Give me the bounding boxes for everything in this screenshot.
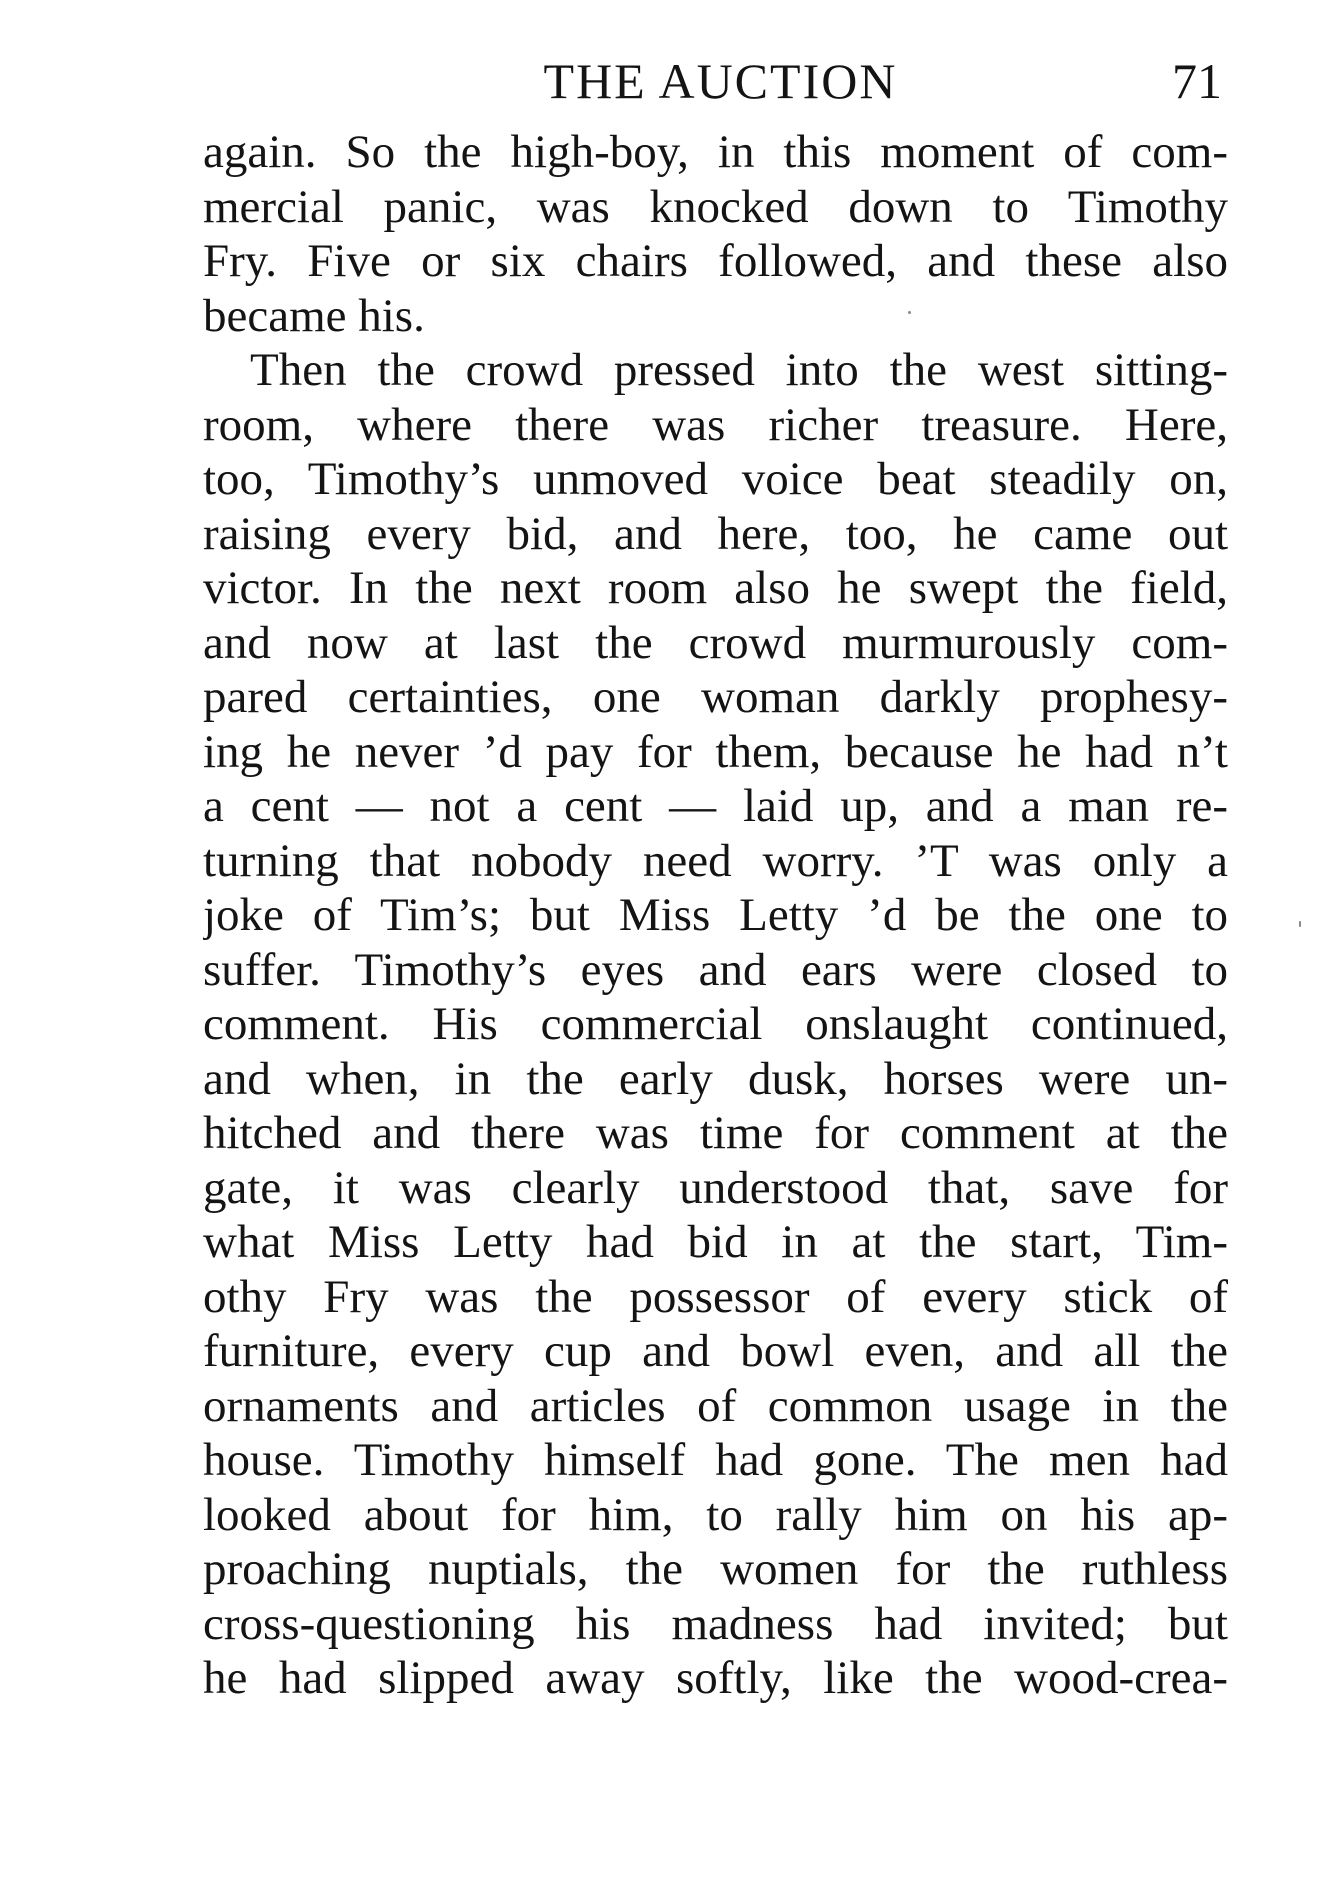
scan-speck [1299,921,1301,927]
page-header [203,48,1228,114]
body-text [203,125,1228,1706]
text-line: cross-questioning his madness had invited; but [203,1597,1228,1650]
text-line: again. So the high-boy, in this moment of com- [203,126,1228,178]
text-line: and now at last the crowd murmurously com- [203,616,1228,669]
text-line: proaching nuptials, the women for the ruthless [203,1543,1228,1595]
text-line: raising every bid, and here, too, he came out [203,507,1228,560]
text-line: and when, in the early dusk, horses were un- [203,1052,1228,1105]
text-line: Fry. Five or six chairs followed, and these also [203,235,1228,287]
text-line: he had slipped away softly, like the wood-crea- [203,1652,1228,1704]
text-line: othy Fry was the possessor of every stick of [203,1270,1228,1323]
text-line: too, Timothy’s unmoved voice beat steadily on, [203,453,1228,505]
text-line: furniture, every cup and bowl even, and all the [203,1325,1228,1377]
text-line: joke of Tim’s; but Miss Letty ’d be the one to [203,889,1228,941]
text-line: what Miss Letty had bid in at the start, Tim- [203,1216,1228,1268]
text-line: ornaments and articles of common usage in the [203,1379,1228,1432]
scan-speck [908,311,911,314]
text-line: room, where there was richer treasure. Here, [203,398,1228,451]
text-line: ing he never ’d pay for them, because he had n’t [203,725,1228,778]
text-line: mercial panic, was knocked down to Timothy [203,180,1228,233]
text-line: turning that nobody need worry. ’T was only a [203,834,1228,887]
text-line: house. Timothy himself had gone. The men had [203,1434,1228,1486]
running-title: THE AUCTION [543,53,898,109]
text-line: pared certainties, one woman darkly prophesy- [203,671,1228,723]
text-line: looked about for him, to rally him on his ap- [203,1488,1228,1541]
text-line: gate, it was clearly understood that, save for [203,1161,1228,1214]
page-number: 71 [1172,53,1222,109]
text-line: suffer. Timothy’s eyes and ears were closed to [203,943,1228,996]
text-line: comment. His commercial onslaught continued, [203,998,1228,1050]
text-line: became his. [203,289,425,342]
text-line: a cent — not a cent — laid up, and a man re- [203,780,1228,832]
text-line: hitched and there was time for comment at the [203,1107,1228,1159]
text-line: victor. In the next room also he swept the field, [203,562,1228,614]
text-line: Then the crowd pressed into the west sitting- [250,344,1228,396]
